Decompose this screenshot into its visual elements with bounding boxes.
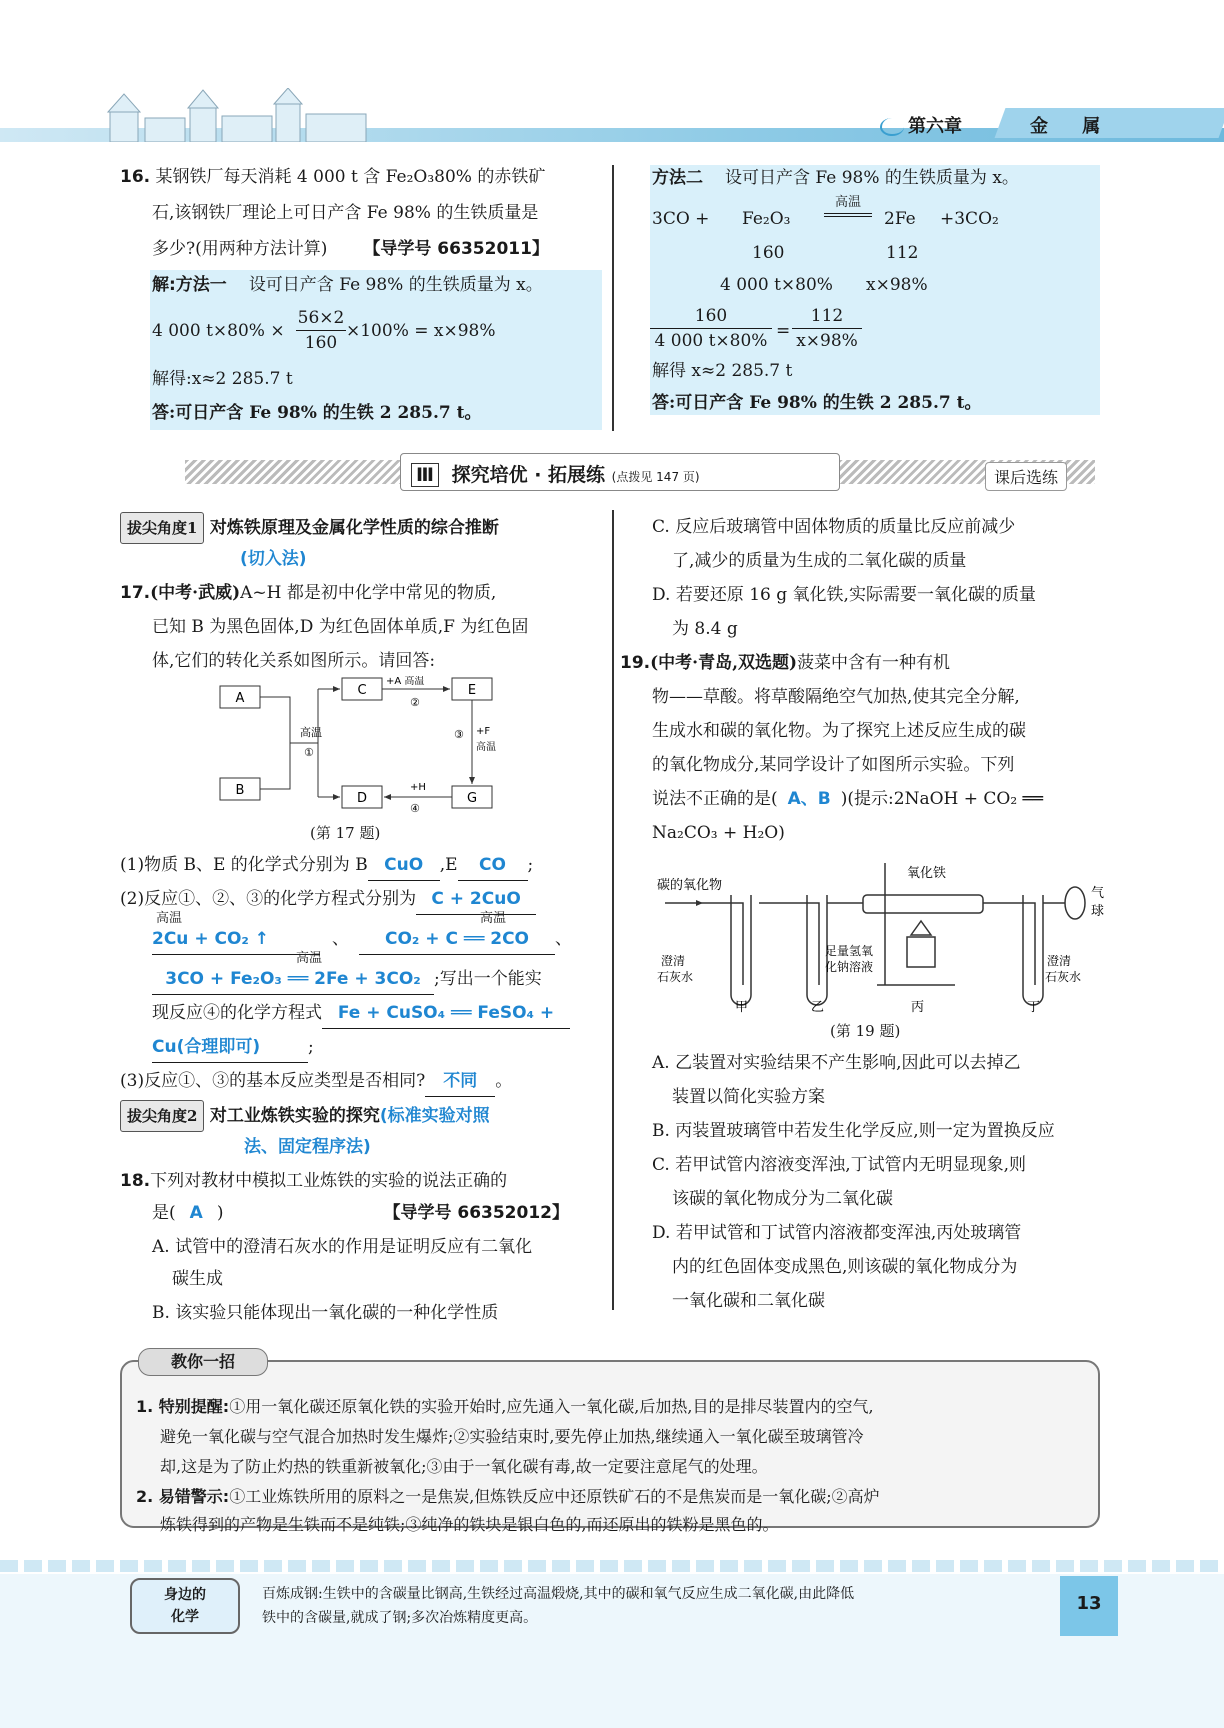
label-2: ② xyxy=(410,696,420,709)
q16-m1-head: 解:方法一 设可日产含 Fe 98% 的生铁质量为 x。 xyxy=(152,275,543,295)
label-limewater-a2: 石灰水 xyxy=(657,970,694,984)
q16-m2-ratio-eq: = xyxy=(776,321,791,341)
q18-optD1: D. 若要还原 16 g 氧化铁,实际需要一氧化碳的质量 xyxy=(652,585,1036,605)
label-jia: 甲 xyxy=(735,1000,749,1015)
q16-m2-eq-cond: 高温 xyxy=(824,196,872,217)
q19-line2: 物——草酸。将草酸隔绝空气加热,使其完全分解, xyxy=(652,687,1020,707)
q16-m2-mass1: 160 xyxy=(752,243,785,263)
q19-line4: 的氧化物成分,某同学设计了如图所示实验。下列 xyxy=(652,755,1015,775)
label-3-cond: 高温 xyxy=(476,742,496,753)
label-1: ① xyxy=(304,746,314,759)
q18-optA2: 碳生成 xyxy=(172,1269,223,1289)
q17-p3: (3)反应①、③的基本反应类型是否相同? 不同 。 xyxy=(120,1066,512,1097)
chapter-title: 金 属 xyxy=(1030,116,1115,137)
q18-optA1: A. 试管中的澄清石灰水的作用是证明反应有二氧化 xyxy=(152,1237,533,1257)
tips-1-line2: 避免一氧化碳与空气混合加热时发生爆炸;②实验结束时,要先停止加热,继续通入一氧化碳至玻璃管冷 xyxy=(160,1427,864,1446)
label-limewater-d1: 澄清 xyxy=(1047,954,1072,968)
column-divider xyxy=(612,165,614,431)
node-B-label: B xyxy=(235,783,245,798)
q17-p2-a-cond: 高温 xyxy=(156,911,183,926)
q16-m2-eq-left: 3CO + xyxy=(652,209,710,229)
header-arrow-icon xyxy=(880,118,904,136)
q19-optA2: 装置以简化实验方案 xyxy=(672,1087,825,1107)
q19-line1: 19.(中考·青岛,双选题)菠菜中含有一种有机 xyxy=(620,653,951,673)
q19-line3: 生成水和碳的氧化物。为了探究上述反应生成的碳 xyxy=(652,721,1026,741)
q16-m2-ratio1: 160 4 000 t×80% xyxy=(650,304,772,353)
label-3-num: ③ xyxy=(454,728,464,741)
q17-line1: 17.(中考·武威)A~H 都是初中化学中常见的物质, xyxy=(120,583,497,603)
q16-m2-head: 方法二 设可日产含 Fe 98% 的生铁质量为 x。 xyxy=(652,168,1019,188)
q16-m1-frac: 56×2 160 xyxy=(297,308,345,353)
q16-m2-ratio2: 112 x×98% xyxy=(792,304,862,353)
q18-line1: 18.下列对教材中模拟工业炼铁的实验的说法正确的 xyxy=(120,1171,508,1191)
label-ding: 丁 xyxy=(1027,1000,1041,1015)
label-2-top: +A 高温 xyxy=(386,676,425,687)
node-A-label: A xyxy=(235,691,245,706)
q18-line2: 是( A ) 【导学号 66352012】 xyxy=(152,1203,570,1223)
q17-p2-line5: Cu(合理即可) ; xyxy=(152,1032,314,1063)
q19-optC2: 该碳的氧化物成分为二氧化碳 xyxy=(672,1189,893,1209)
castle-illustration xyxy=(100,88,380,142)
q18-optC1: C. 反应后玻璃管中固体物质的质量比反应前减少 xyxy=(652,517,1016,537)
q18-optB: B. 该实验只能体现出一氧化碳的一种化学性质 xyxy=(152,1303,499,1323)
q19-optD3: 一氧化碳和二氧化碳 xyxy=(672,1291,825,1311)
q19-line5: 说法不正确的是( A、B )(提示:2NaOH + CO₂ ══ xyxy=(652,789,1044,809)
q16-m2-qty2: x×98% xyxy=(866,275,928,295)
q17-p2-line3: 3CO + Fe₂O₃ ══ 2Fe + 3CO₂ ;写出一个能实 xyxy=(152,964,542,995)
angle2-method2: 法、固定程序法) xyxy=(244,1137,371,1157)
label-4: ④ xyxy=(410,802,420,815)
q19-apparatus xyxy=(655,855,1105,1015)
q17-p2-line4: 现反应④的化学方程式 Fe + CuSO₄ ══ FeSO₄ + xyxy=(152,998,570,1029)
tips-1-line3: 却,这是为了防止灼热的铁重新被氧化;③由于一氧化碳有毒,故一定要注意尾气的处理。 xyxy=(160,1457,768,1476)
q17-p2-b-cond: 高温 xyxy=(480,911,507,926)
q17-line2: 已知 B 为黑色固体,D 为红色固体单质,F 为红色固 xyxy=(152,617,529,637)
angle1-method: (切入法) xyxy=(240,549,307,569)
label-inlet: 碳的氧化物 xyxy=(657,878,723,893)
label-limewater-d2: 石灰水 xyxy=(1045,970,1082,984)
q19-optD2: 内的红色固体变成黑色,则该碳的氧化物成分为 xyxy=(672,1257,1018,1277)
q16-m2-solve: 解得 x≈2 285.7 t xyxy=(652,361,793,381)
q16-line2: 石,该钢铁厂理论上可日产含 Fe 98% 的生铁质量是 xyxy=(152,203,539,223)
q17-diagram xyxy=(210,676,510,816)
q19-optC1: C. 若甲试管内溶液变浑浊,丁试管内无明显现象,则 xyxy=(652,1155,1027,1175)
q16-m1-answer: 答:可日产含 Fe 98% 的生铁 2 285.7 t。 xyxy=(152,403,482,423)
q19-line6: Na₂CO₃ + H₂O) xyxy=(652,823,785,843)
q17-line3: 体,它们的转化关系如图所示。请回答: xyxy=(152,651,436,671)
label-3-f: +F xyxy=(476,726,491,737)
footer-logo: 身边的 化学 xyxy=(130,1578,240,1634)
label-bing: 丙 xyxy=(911,1000,925,1015)
q16-m2-qty1: 4 000 t×80% xyxy=(720,275,833,295)
node-D-label: D xyxy=(356,791,368,806)
q18-optC2: 了,减少的质量为生成的二氧化碳的质量 xyxy=(672,551,967,571)
column-divider-2 xyxy=(612,510,614,1310)
label-yi: 乙 xyxy=(811,1000,825,1015)
tips-2-line1: 2. 易错警示:①工业炼铁所用的原料之一是焦炭,但炼铁反应中还原铁矿石的不是焦炭而是一氧化碳;②高炉 xyxy=(136,1487,880,1506)
q19-optD1: D. 若甲试管和丁试管内溶液都变浑浊,丙处玻璃管 xyxy=(652,1223,1022,1243)
label-mid: 高温 xyxy=(300,726,322,739)
footer-wave xyxy=(0,1560,1224,1572)
angle1-heading: 拔尖角度1 对炼铁原理及金属化学性质的综合推断 xyxy=(120,512,499,544)
q16-m2-eq-fe: 2Fe xyxy=(884,209,916,229)
label-balloon-2: 球 xyxy=(1091,904,1105,919)
node-C-label: C xyxy=(357,683,367,698)
q16-m1-solve: 解得:x≈2 285.7 t xyxy=(152,369,293,389)
q19-optB: B. 丙装置玻璃管中若发生化学反应,则一定为置换反应 xyxy=(652,1121,1055,1141)
q17-p2-c-cond: 高温 xyxy=(296,951,323,966)
q19-caption: (第 19 题) xyxy=(830,1022,901,1040)
tips-2-line2: 炼铁得到的产物是生铁而不是纯铁;③纯净的铁块是银白色的,而还原出的铁粉是黑色的。 xyxy=(160,1515,779,1534)
q16-num: 16. xyxy=(120,167,151,187)
node-G-label: G xyxy=(466,791,478,806)
q18-optD2: 为 8.4 g xyxy=(672,619,738,639)
label-iron-oxide: 氧化铁 xyxy=(907,866,947,881)
angle2-heading: 拔尖角度2 对工业炼铁实验的探究(标准实验对照 xyxy=(120,1100,490,1132)
tips-heading: 教你一招 xyxy=(138,1348,268,1376)
q16-m2-answer: 答:可日产含 Fe 98% 的生铁 2 285.7 t。 xyxy=(652,393,982,413)
label-limewater-a1: 澄清 xyxy=(661,954,686,968)
footer-line1: 百炼成钢:生铁中的含碳量比钢高,生铁经过高温煅烧,其中的碳和氧气反应生成二氧化碳,由此降低 xyxy=(262,1586,855,1602)
section-title: Ⅲ 探究培优 · 拓展练 (点拨见 147 页) xyxy=(400,453,840,491)
q16-line3: 多少?(用两种方法计算) 【导学号 66352011】 xyxy=(152,239,549,259)
q17-p2-line2: 2Cu + CO₂ ↑ 、 CO₂ + C ══ 2CO 、 xyxy=(152,924,572,955)
label-balloon-1: 气 xyxy=(1091,886,1105,901)
after-class-badge: 课后选练 xyxy=(985,462,1067,491)
node-E-label: E xyxy=(467,683,477,698)
label-naoh-2: 化钠溶液 xyxy=(825,960,874,974)
chapter-label: 第六章 xyxy=(908,116,962,137)
label-naoh-1: 足量氢氧 xyxy=(825,944,874,958)
q16-m1-expr-b: ×100% = x×98% xyxy=(346,321,496,341)
q16-m1-expr-a: 4 000 t×80% × xyxy=(152,321,285,341)
page-number: 13 xyxy=(1060,1576,1118,1636)
tips-1-line1: 1. 特别提醒:①用一氧化碳还原氧化铁的实验开始时,应先通入一氧化碳,后加热,目的是排尽装置内的空气, xyxy=(136,1397,874,1416)
label-4-h: +H xyxy=(410,782,426,793)
q17-p2-line1: (2)反应①、②、③的化学方程式分别为 C + 2CuO xyxy=(120,884,536,915)
q17-caption: (第 17 题) xyxy=(310,824,381,842)
q16-line1: 16. 某钢铁厂每天消耗 4 000 t 含 Fe₂O₃80% 的赤铁矿 xyxy=(120,167,546,187)
q19-optA1: A. 乙装置对实验结果不产生影响,因此可以去掉乙 xyxy=(652,1053,1021,1073)
q16-m2-eq-co2: +3CO₂ xyxy=(940,209,999,229)
q16-m2-mass2: 112 xyxy=(886,243,919,263)
q17-p1: (1)物质 B、E 的化学式分别为 B CuO ,E CO ; xyxy=(120,850,533,881)
q16-m2-eq-fe2o3: Fe₂O₃ xyxy=(742,209,791,229)
footer-line2: 铁中的含碳量,就成了钢;多次冶炼精度更高。 xyxy=(262,1610,538,1626)
